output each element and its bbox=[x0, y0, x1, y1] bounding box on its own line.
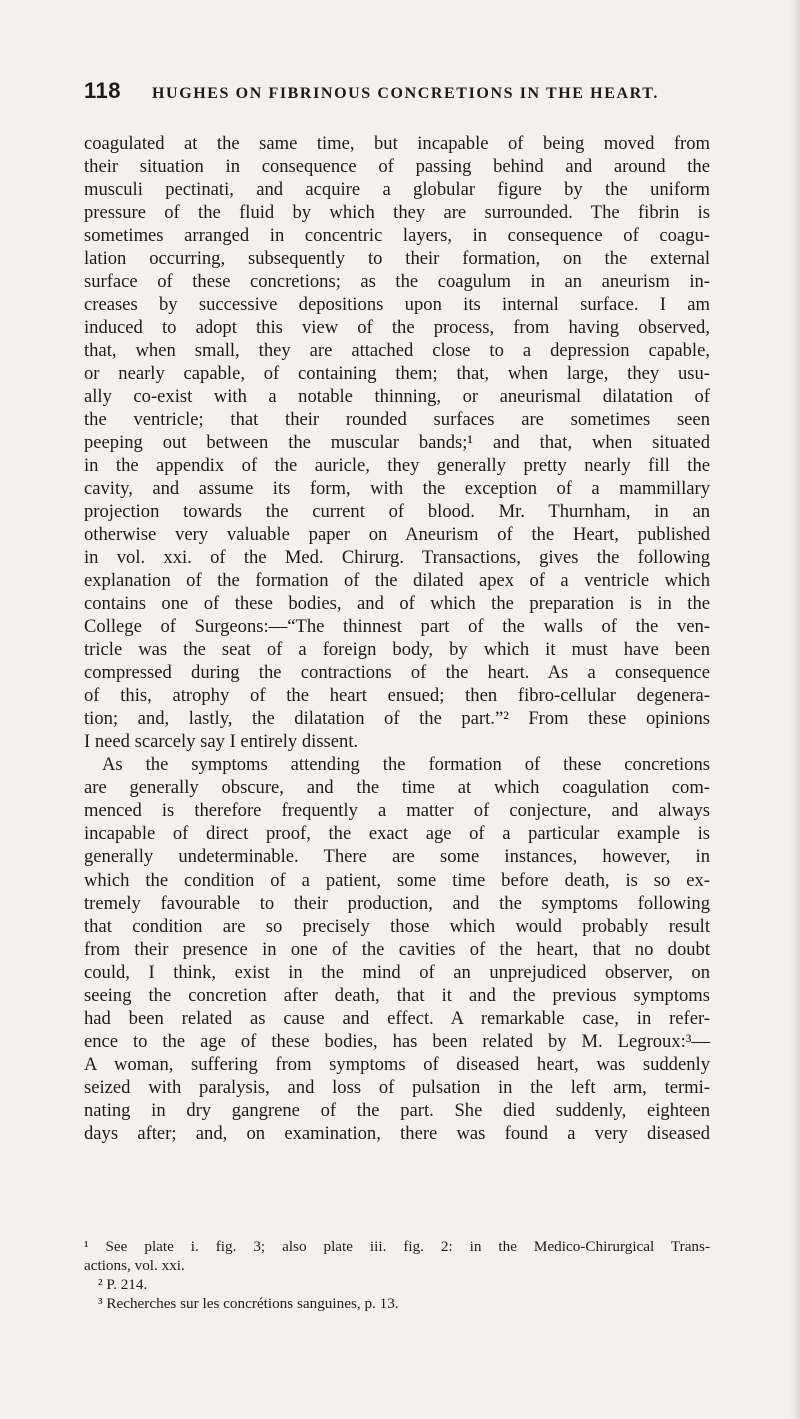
text-line: seeing the concretion after death, that it and the previous symptoms bbox=[84, 984, 710, 1006]
text-line: sometimes arranged in concentric layers, in consequence of coagu- bbox=[84, 225, 710, 247]
text-line: creases by successive depositions upon its internal surface. I am bbox=[84, 294, 710, 316]
body-text bbox=[84, 132, 710, 1145]
page-header bbox=[84, 78, 714, 108]
text-line: generally undeterminable. There are some instances, however, in bbox=[84, 846, 710, 868]
footnote-2: ² P. 214. bbox=[98, 1276, 148, 1293]
text-line: tion; and, lastly, the dilatation of the part.”² From these opinions bbox=[84, 708, 710, 730]
text-line: their situation in consequence of passing behind and around the bbox=[84, 156, 710, 178]
text-line: which the condition of a patient, some time before death, is so ex- bbox=[84, 869, 710, 891]
text-line: lation occurring, subsequently to their formation, on the external bbox=[84, 248, 710, 270]
page-edge-shadow bbox=[790, 0, 800, 1419]
text-line: compressed during the contractions of the heart. As a consequence bbox=[84, 662, 710, 684]
paragraph-end-line: I need scarcely say I entirely dissent. bbox=[84, 731, 359, 753]
text-line: incapable of direct proof, the exact age of a particular example is bbox=[84, 823, 710, 845]
text-line: could, I think, exist in the mind of an unprejudiced observer, on bbox=[84, 961, 710, 983]
text-line: College of Surgeons:—“The thinnest part of the walls of the ven- bbox=[84, 616, 710, 638]
text-line: are generally obscure, and the time at which coagulation com- bbox=[84, 777, 710, 799]
text-line: ence to the age of these bodies, has been related by M. Legroux:³— bbox=[84, 1030, 710, 1052]
text-line: from their presence in one of the cavities of the heart, that no doubt bbox=[84, 938, 710, 960]
text-line: menced is therefore frequently a matter of conjecture, and always bbox=[84, 800, 710, 822]
text-line: that, when small, they are attached close to a depression capable, bbox=[84, 340, 710, 362]
text-line: seized with paralysis, and loss of pulsation in the left arm, termi- bbox=[84, 1076, 710, 1098]
text-line: cavity, and assume its form, with the exception of a mammillary bbox=[84, 478, 710, 500]
text-line: tricle was the seat of a foreign body, by which it must have been bbox=[84, 639, 710, 661]
text-line: nating in dry gangrene of the part. She died suddenly, eighteen bbox=[84, 1099, 710, 1121]
text-line: projection towards the current of blood. Mr. Thurnham, in an bbox=[84, 501, 710, 523]
text-line: otherwise very valuable paper on Aneurism of the Heart, published bbox=[84, 524, 710, 546]
text-line: ally co-exist with a notable thinning, or aneurismal dilatation of bbox=[84, 386, 710, 408]
text-line: pressure of the fluid by which they are surrounded. The fibrin is bbox=[84, 202, 710, 224]
text-line: musculi pectinati, and acquire a globular figure by the uniform bbox=[84, 179, 710, 201]
text-line: explanation of the formation of the dilated apex of a ventricle which bbox=[84, 570, 710, 592]
text-line: of this, atrophy of the heart ensued; then fibro-cellular degenera- bbox=[84, 685, 710, 707]
text-line: in the appendix of the auricle, they generally pretty nearly fill the bbox=[84, 455, 710, 477]
text-line: tremely favourable to their production, and the symptoms following bbox=[84, 892, 710, 914]
text-line: coagulated at the same time, but incapable of being moved from bbox=[84, 133, 710, 154]
paragraph-start-line: As the symptoms attending the formation of these concretions bbox=[102, 754, 710, 776]
text-line: contains one of these bodies, and of which the preparation is in the bbox=[84, 593, 710, 615]
text-line: surface of these concretions; as the coagulum in an aneurism in- bbox=[84, 271, 710, 293]
text-line: induced to adopt this view of the process, from having observed, bbox=[84, 317, 710, 339]
footnote-1-continued: actions, vol. xxi. bbox=[84, 1257, 185, 1274]
text-line: had been related as cause and effect. A remarkable case, in refer- bbox=[84, 1007, 710, 1029]
text-line: A woman, suffering from symptoms of diseased heart, was suddenly bbox=[84, 1053, 710, 1075]
footnotes bbox=[84, 1237, 710, 1313]
text-line: days after; and, on examination, there was found a very diseased bbox=[84, 1122, 710, 1144]
text-line: in vol. xxi. of the Med. Chirurg. Transactions, gives the following bbox=[84, 547, 710, 569]
text-line: the ventricle; that their rounded surfaces are sometimes seen bbox=[84, 409, 710, 431]
running-head: HUGHES ON FIBRINOUS CONCRETIONS IN THE HEART. bbox=[152, 85, 659, 102]
footnote-1: ¹ See plate i. fig. 3; also plate iii. fig. 2: in the Medico-Chirurgical Trans- bbox=[84, 1238, 710, 1255]
footnote-3: ³ Recherches sur les concrétions sanguines, p. 13. bbox=[98, 1295, 399, 1312]
text-line: that condition are so precisely those which would probably result bbox=[84, 915, 710, 937]
text-line: or nearly capable, of containing them; that, when large, they usu- bbox=[84, 363, 710, 385]
text-line: peeping out between the muscular bands;¹ and that, when situated bbox=[84, 432, 710, 454]
page-number: 118 bbox=[84, 78, 121, 103]
